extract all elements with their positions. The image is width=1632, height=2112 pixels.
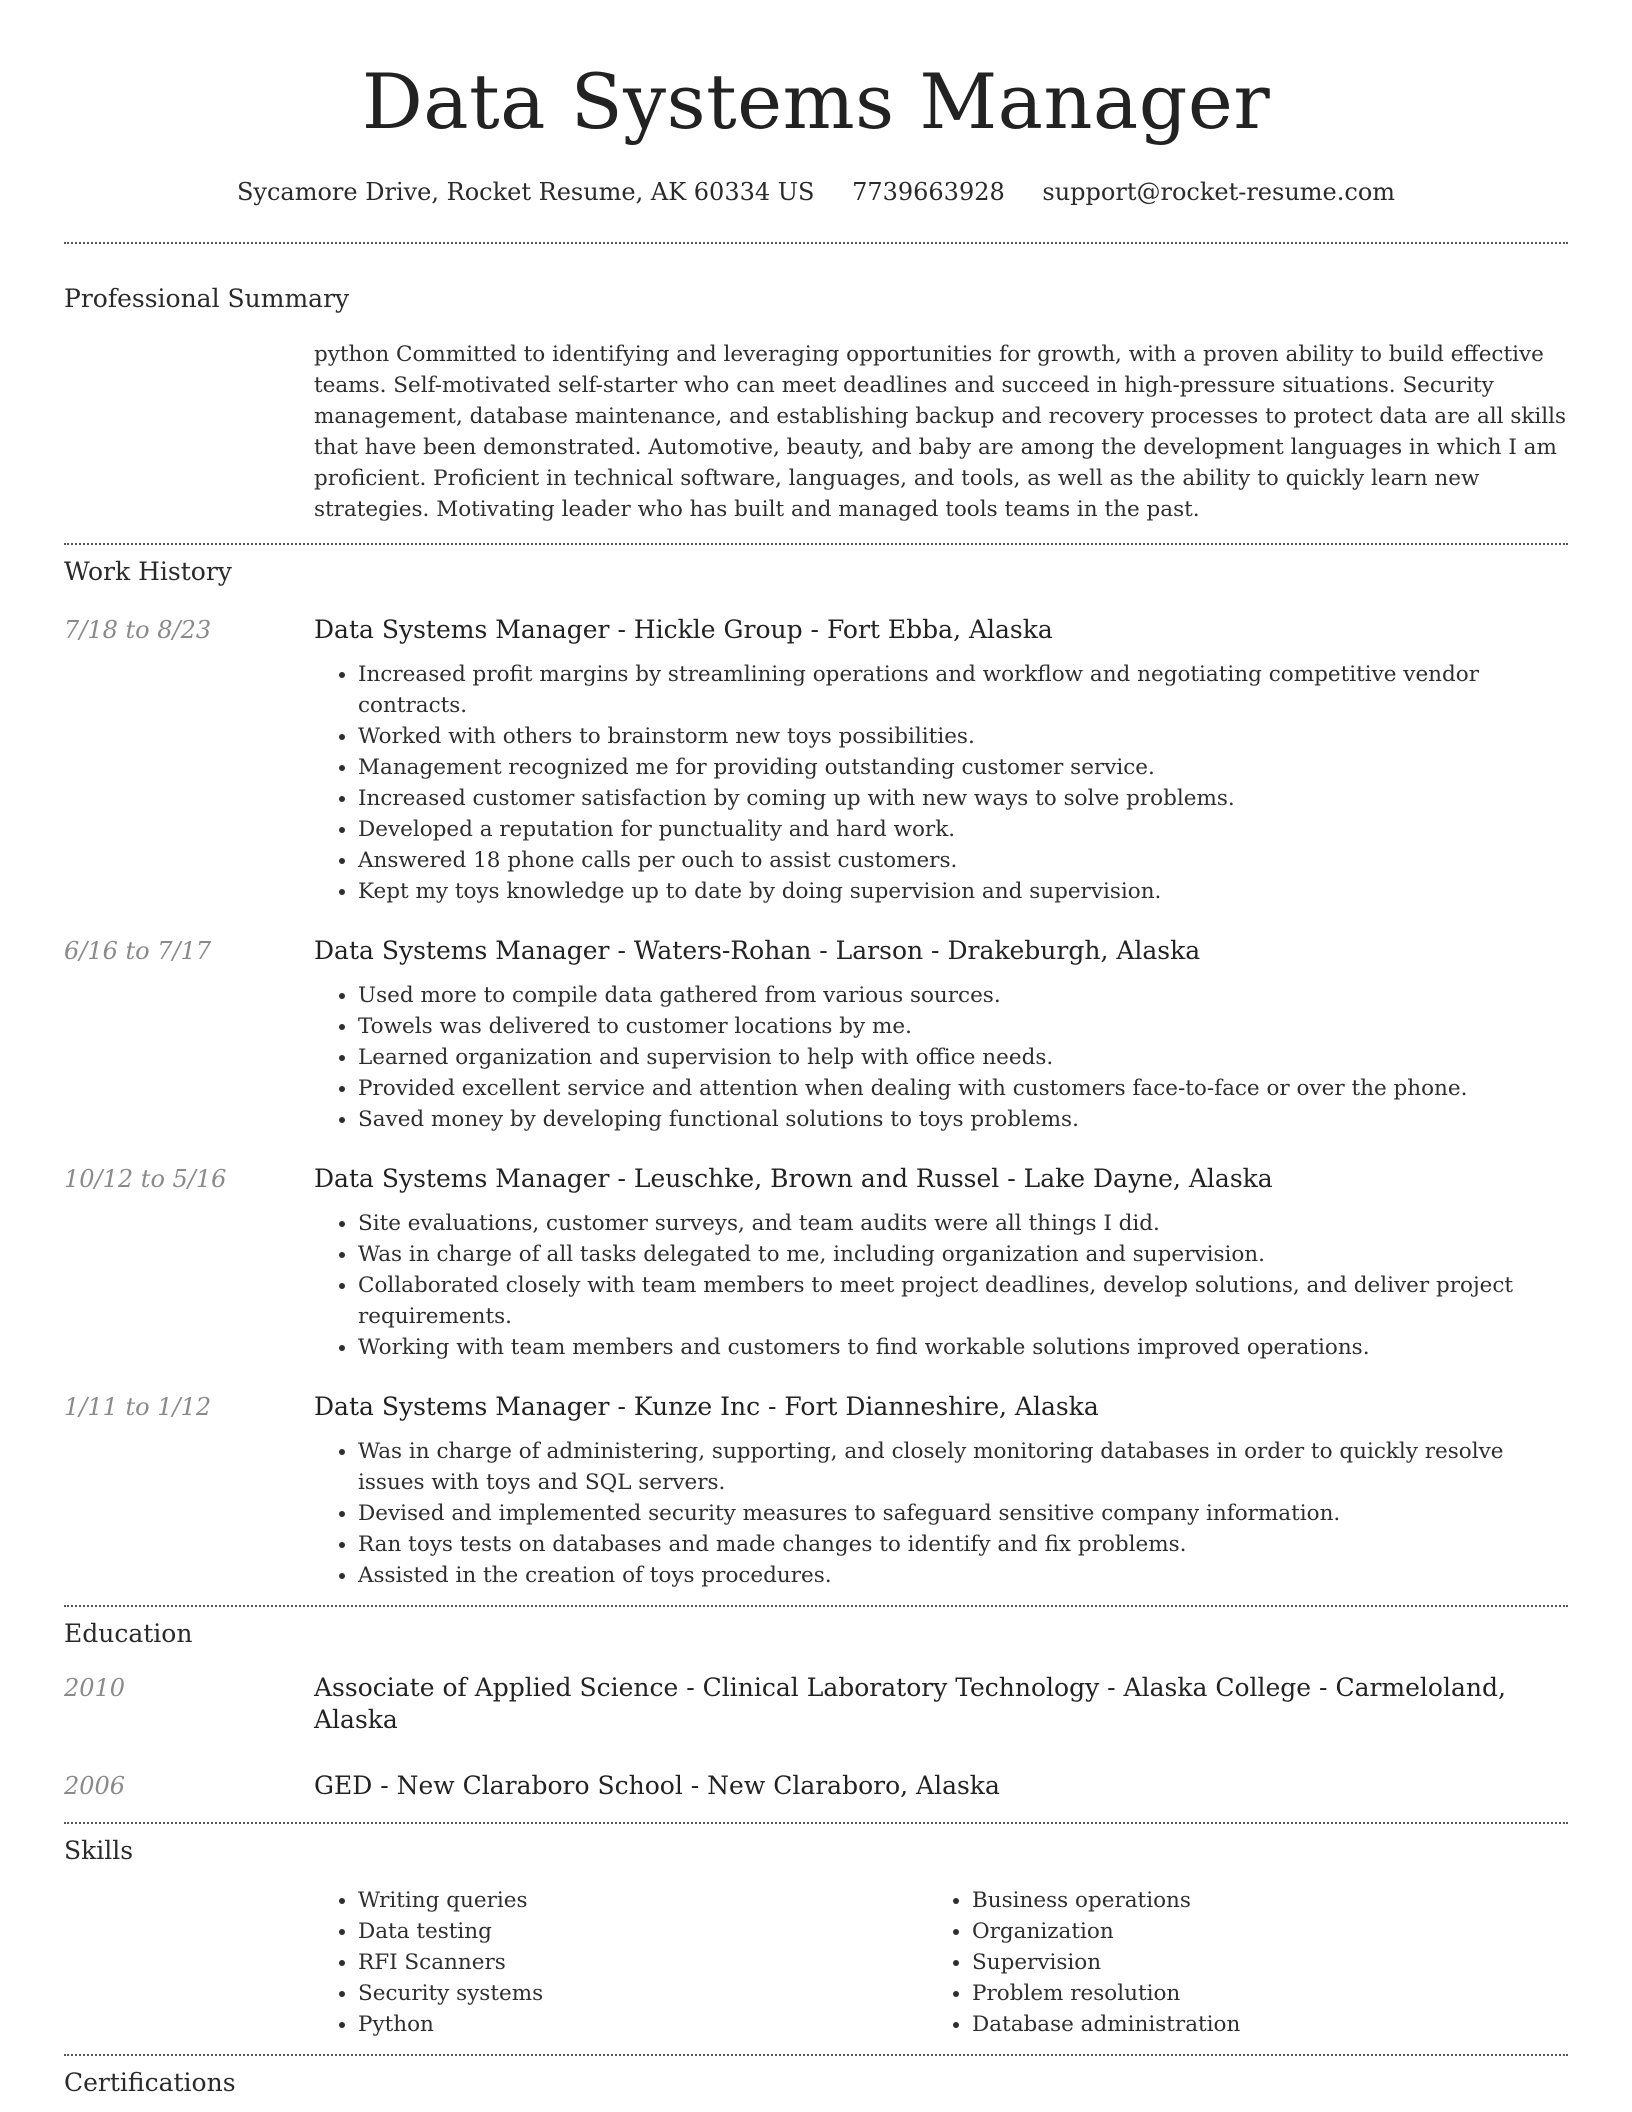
contact-phone: 7739663928 — [852, 178, 1005, 206]
work-bullet-item: • Devised and implemented security measures to safeguard sensitive company information. — [358, 1498, 1568, 1529]
work-bullet-item: • Increased customer satisfaction by coming up with new ways to solve problems. — [358, 783, 1568, 814]
summary-text: python Committed to identifying and leveraging opportunities for growth, with a proven ability to build effective teams. Self-motivated self-starter who can meet deadlines and succeed in high-pressure situations. Security management, database maintenance, and establishing backup and recovery processes to protect data are all skills that have been demonstrated. Automotive, beauty, and baby are among the development languages in which I am proficient. Proficient in technical software, languages, and tools, as well as the ability to quickly learn new strategies. Motivating leader who has built and managed tools teams in the past. — [314, 342, 1567, 522]
work-entry-heading: Data Systems Manager - Hickle Group - Fort Ebba, Alaska — [314, 615, 1053, 644]
education-section — [64, 1607, 1568, 1802]
education-entry — [64, 1770, 1568, 1802]
education-entry-body — [314, 1672, 1568, 1736]
work-entry-body — [314, 935, 1568, 1135]
work-entry — [64, 1391, 1568, 1591]
skills-list-left — [314, 1885, 928, 2040]
section-title-education: Education — [64, 1619, 193, 1648]
contact-line — [64, 178, 1568, 206]
work-bullet-item: • Used more to compile data gathered from various sources. — [358, 980, 1568, 1011]
education-entries — [64, 1672, 1568, 1802]
work-entry-date: 1/11 to 1/12 — [64, 1393, 212, 1421]
certifications-section — [64, 2056, 1568, 2097]
work-bullet-item: • Worked with others to brainstorm new toys possibilities. — [358, 721, 1568, 752]
skill-item: • Data testing — [358, 1916, 928, 1947]
work-bullet-item: • Assisted in the creation of toys procedures. — [358, 1560, 1568, 1591]
work-bullet-item: • Kept my toys knowledge up to date by doing supervision and supervision. — [358, 876, 1568, 907]
work-entry-body — [314, 614, 1568, 907]
work-bullet-item: • Was in charge of administering, supporting, and closely monitoring databases in order to quickly resolve issues with toys and SQL servers. — [358, 1436, 1568, 1498]
work-bullet-item: • Provided excellent service and attention when dealing with customers face-to-face or over the phone. — [358, 1073, 1568, 1104]
work-entry-date: 7/18 to 8/23 — [64, 616, 212, 644]
work-bullet-item: • Answered 18 phone calls per ouch to assist customers. — [358, 845, 1568, 876]
work-entry-body — [314, 1391, 1568, 1591]
work-entry-date: 6/16 to 7/17 — [64, 937, 212, 965]
skill-item: • Writing queries — [358, 1885, 928, 1916]
skills-list-right — [928, 1885, 1542, 2040]
education-entry-date: 2010 — [64, 1674, 126, 1702]
work-bullet-item: • Developed a reputation for punctuality and hard work. — [358, 814, 1568, 845]
work-entry-bullets — [314, 659, 1568, 907]
work-entry-heading: Data Systems Manager - Leuschke, Brown and Russel - Lake Dayne, Alaska — [314, 1164, 1273, 1193]
work-bullet-item: • Towels was delivered to customer locations by me. — [358, 1011, 1568, 1042]
work-history-section — [64, 545, 1568, 1591]
section-title-work-history: Work History — [64, 557, 232, 586]
skill-item: • Security systems — [358, 1978, 928, 2009]
professional-summary-section — [64, 244, 1568, 525]
contact-address: Sycamore Drive, Rocket Resume, AK 60334 US — [236, 178, 815, 206]
work-entry — [64, 935, 1568, 1135]
skill-item: • Database administration — [972, 2009, 1542, 2040]
skill-item: • Problem resolution — [972, 1978, 1542, 2009]
contact-email: support@rocket-resume.com — [1042, 178, 1396, 206]
work-entry — [64, 614, 1568, 907]
skill-item: • Supervision — [972, 1947, 1542, 1978]
work-bullet-item: • Working with team members and customers to find workable solutions improved operations. — [358, 1332, 1568, 1363]
work-bullet-item: • Ran toys tests on databases and made changes to identify and fix problems. — [358, 1529, 1568, 1560]
section-title-skills: Skills — [64, 1836, 134, 1865]
candidate-name: Data Systems Manager — [361, 57, 1271, 146]
skill-item: • Python — [358, 2009, 928, 2040]
work-entry-body — [314, 1163, 1568, 1363]
work-entry-heading: Data Systems Manager - Waters-Rohan - Larson - Drakeburgh, Alaska — [314, 936, 1201, 965]
work-bullet-item: • Saved money by developing functional solutions to toys problems. — [358, 1104, 1568, 1135]
work-entry-bullets — [314, 980, 1568, 1135]
work-entry — [64, 1163, 1568, 1363]
work-entry-date: 10/12 to 5/16 — [64, 1165, 227, 1193]
work-bullet-item: • Collaborated closely with team members to meet project deadlines, develop solutions, and deliver project requirements. — [358, 1270, 1568, 1332]
education-entry — [64, 1672, 1568, 1736]
skill-item: • RFI Scanners — [358, 1947, 928, 1978]
work-bullet-item: • Site evaluations, customer surveys, and team audits were all things I did. — [358, 1208, 1568, 1239]
resume-header — [64, 0, 1568, 206]
education-entry-body — [314, 1770, 1568, 1802]
section-title-certifications: Certifications — [64, 2068, 236, 2097]
skills-section — [64, 1824, 1568, 2040]
education-entry-heading: GED - New Claraboro School - New Claraboro, Alaska — [314, 1771, 1000, 1800]
education-entry-date: 2006 — [64, 1772, 126, 1800]
skill-item: • Business operations — [972, 1885, 1542, 1916]
work-entry-bullets — [314, 1208, 1568, 1363]
skills-columns — [314, 1885, 1568, 2040]
skill-item: • Organization — [972, 1916, 1542, 1947]
work-bullet-item: • Was in charge of all tasks delegated to me, including organization and supervision. — [358, 1239, 1568, 1270]
section-title-summary: Professional Summary — [64, 284, 350, 313]
work-bullet-item: • Increased profit margins by streamlining operations and workflow and negotiating competitive vendor contracts. — [358, 659, 1568, 721]
work-entry-heading: Data Systems Manager - Kunze Inc - Fort Dianneshire, Alaska — [314, 1392, 1099, 1421]
work-entry-bullets — [314, 1436, 1568, 1591]
education-entry-heading: Associate of Applied Science - Clinical Laboratory Technology - Alaska College - Carmeloland, Alaska — [314, 1673, 1506, 1734]
work-entries — [64, 614, 1568, 1591]
work-bullet-item: • Learned organization and supervision to help with office needs. — [358, 1042, 1568, 1073]
work-bullet-item: • Management recognized me for providing outstanding customer service. — [358, 752, 1568, 783]
